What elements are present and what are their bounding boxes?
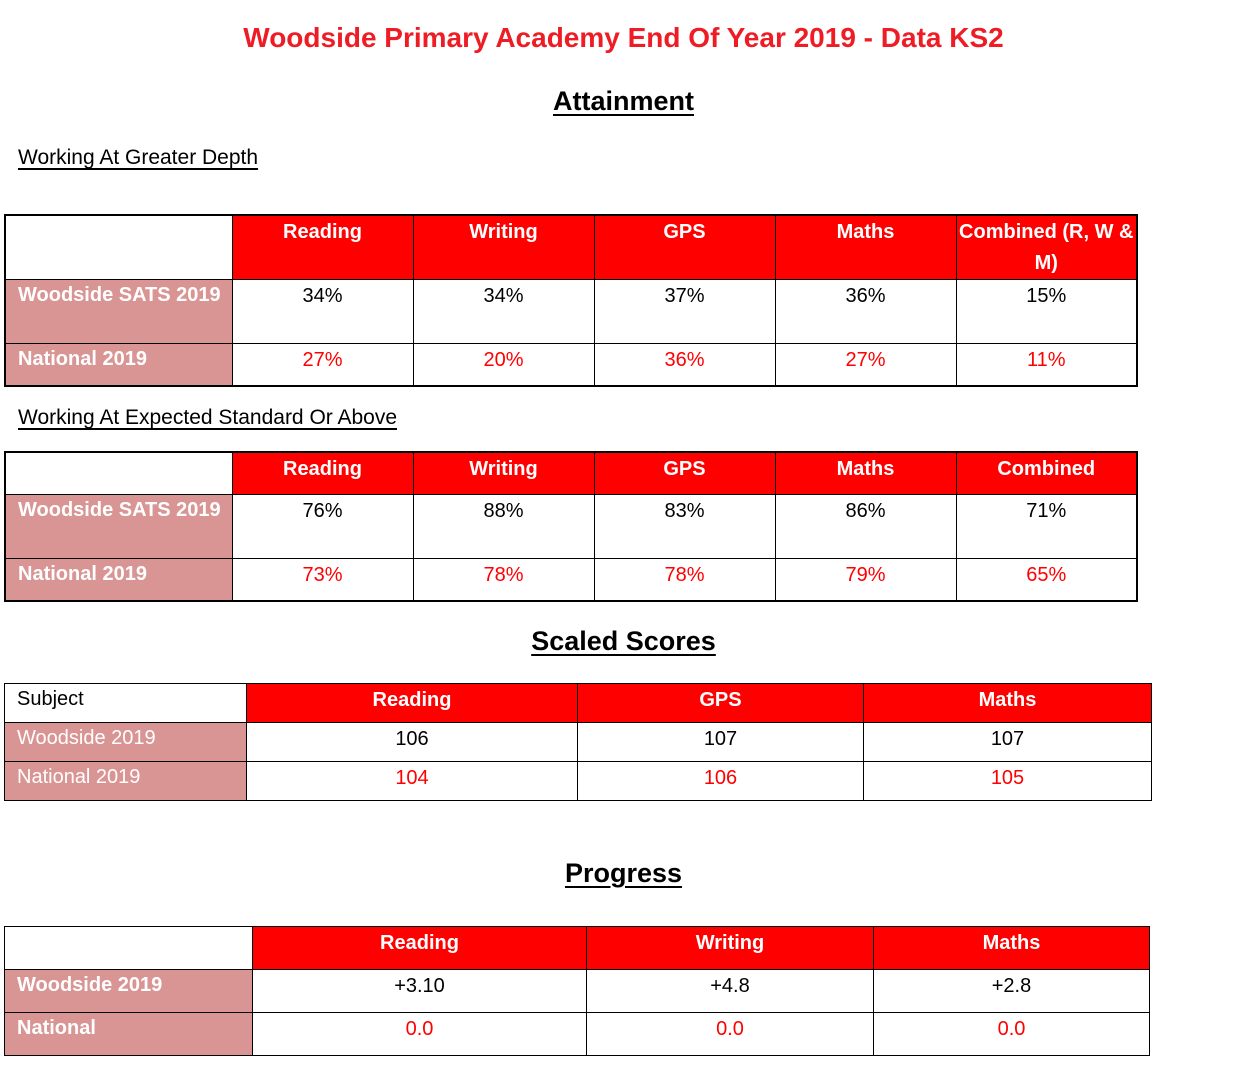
- row-label-school: Woodside SATS 2019: [5, 494, 232, 558]
- expected-standard-heading: Working At Expected Standard Or Above: [18, 406, 397, 429]
- school-combined: 15%: [956, 280, 1137, 344]
- header-maths: Maths: [864, 684, 1152, 723]
- school-gps: 107: [578, 723, 864, 762]
- school-maths: 107: [864, 723, 1152, 762]
- school-reading: +3.10: [253, 970, 587, 1013]
- national-gps: 78%: [594, 558, 775, 601]
- table-row: [5, 344, 1137, 386]
- progress-table: [4, 926, 1150, 1056]
- scaled-scores-heading: Scaled Scores: [531, 626, 716, 656]
- school-maths: 86%: [775, 494, 956, 558]
- national-reading: 0.0: [253, 1013, 587, 1056]
- header-reading: Reading: [253, 927, 587, 970]
- school-combined: 71%: [956, 494, 1137, 558]
- school-gps: 37%: [594, 280, 775, 344]
- header-reading: Reading: [232, 215, 413, 280]
- national-writing: 78%: [413, 558, 594, 601]
- school-reading: 34%: [232, 280, 413, 344]
- corner-cell: [5, 452, 232, 494]
- row-label-national: National: [5, 1013, 253, 1056]
- page-title: Woodside Primary Academy End Of Year 2019 - Data KS2: [243, 22, 1004, 53]
- national-reading: 73%: [232, 558, 413, 601]
- school-reading: 76%: [232, 494, 413, 558]
- national-reading: 27%: [232, 344, 413, 386]
- corner-cell: [5, 927, 253, 970]
- header-maths: Maths: [775, 215, 956, 280]
- table-row: [5, 970, 1150, 1013]
- school-gps: 83%: [594, 494, 775, 558]
- header-gps: GPS: [578, 684, 864, 723]
- school-writing: 88%: [413, 494, 594, 558]
- school-writing: +4.8: [587, 970, 874, 1013]
- national-writing: 0.0: [587, 1013, 874, 1056]
- row-label-national: National 2019: [5, 344, 232, 386]
- national-reading: 104: [247, 762, 578, 801]
- national-combined: 11%: [956, 344, 1137, 386]
- school-reading: 106: [247, 723, 578, 762]
- national-maths: 27%: [775, 344, 956, 386]
- greater-depth-heading: Working At Greater Depth: [18, 146, 259, 169]
- header-reading: Reading: [232, 452, 413, 494]
- table-row: [5, 494, 1137, 558]
- national-gps: 36%: [594, 344, 775, 386]
- table-row: [5, 558, 1137, 601]
- subject-label: Subject: [5, 684, 247, 723]
- greater-depth-table: [4, 214, 1138, 387]
- national-maths: 0.0: [874, 1013, 1150, 1056]
- header-gps: GPS: [594, 215, 775, 280]
- header-combined: Combined: [956, 452, 1137, 494]
- progress-heading: Progress: [564, 858, 683, 888]
- corner-cell: [5, 215, 232, 280]
- header-writing: Writing: [413, 452, 594, 494]
- national-combined: 65%: [956, 558, 1137, 601]
- school-maths: 36%: [775, 280, 956, 344]
- national-maths: 79%: [775, 558, 956, 601]
- national-maths: 105: [864, 762, 1152, 801]
- row-label-school: Woodside SATS 2019: [5, 280, 232, 344]
- table-row: [5, 762, 1152, 801]
- attainment-heading: Attainment: [553, 86, 694, 116]
- row-label-national: National 2019: [5, 762, 247, 801]
- header-reading: Reading: [247, 684, 578, 723]
- row-label-school: Woodside 2019: [5, 723, 247, 762]
- header-combined: Combined (R, W & M): [956, 215, 1137, 280]
- header-maths: Maths: [874, 927, 1150, 970]
- header-maths: Maths: [775, 452, 956, 494]
- school-maths: +2.8: [874, 970, 1150, 1013]
- table-row: [5, 1013, 1150, 1056]
- header-gps: GPS: [594, 452, 775, 494]
- school-writing: 34%: [413, 280, 594, 344]
- header-writing: Writing: [587, 927, 874, 970]
- row-label-school: Woodside 2019: [5, 970, 253, 1013]
- row-label-national: National 2019: [5, 558, 232, 601]
- table-row: [5, 723, 1152, 762]
- national-gps: 106: [578, 762, 864, 801]
- table-row: [5, 280, 1137, 344]
- header-writing: Writing: [413, 215, 594, 280]
- expected-standard-table: [4, 451, 1138, 602]
- national-writing: 20%: [413, 344, 594, 386]
- scaled-scores-table: [4, 683, 1152, 801]
